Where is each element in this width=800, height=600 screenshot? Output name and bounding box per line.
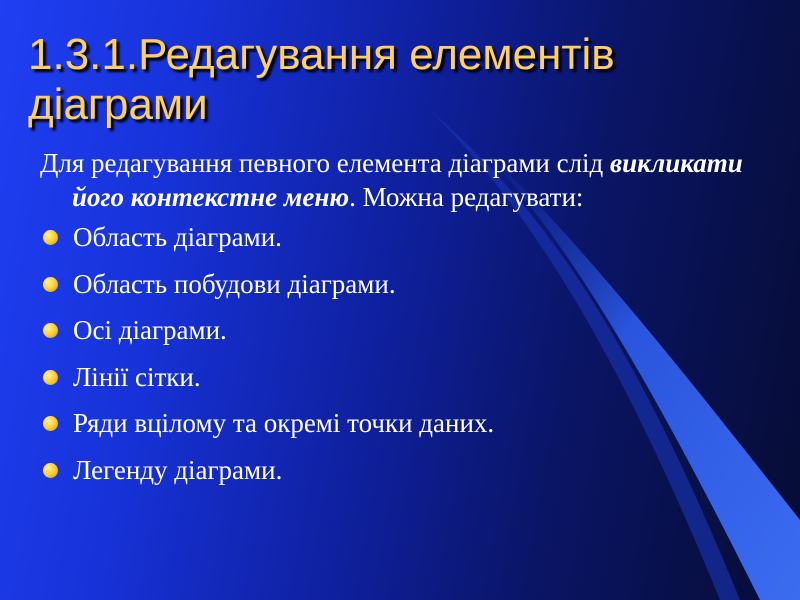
bullet-list (40, 220, 760, 487)
list-item (40, 453, 760, 487)
list-item-text: Лінії сітки. (73, 361, 201, 392)
bullet-icon (43, 463, 58, 478)
list-item (40, 360, 760, 394)
bullet-icon (43, 230, 58, 245)
list-item-text: Легенду діаграми. (73, 454, 283, 485)
list-item (40, 220, 760, 254)
bullet-icon (43, 323, 58, 338)
intro-text-start: Для редагування певного елемента діаграми слід (40, 148, 611, 178)
intro-paragraph (40, 146, 760, 214)
list-item (40, 313, 760, 347)
slide-title: 1.3.1.Редагування елементів діаграми (28, 30, 615, 129)
bullet-icon (43, 370, 58, 385)
list-item-text: Осі діаграми. (73, 315, 227, 345)
list-item (40, 267, 760, 301)
bullet-icon (43, 416, 58, 431)
intro-text-end: . Можна редагувати: (349, 182, 584, 212)
list-item-text: Область діаграми. (73, 222, 282, 252)
slide-body (40, 146, 760, 499)
bullet-icon (43, 277, 58, 292)
list-item-text: Ряди вцілому та окремі точки даних. (73, 408, 495, 438)
list-item-text: Область побудови діаграми. (73, 268, 396, 299)
list-item (40, 406, 760, 440)
intro-emphasis: викликати його контекстне меню (72, 148, 743, 212)
